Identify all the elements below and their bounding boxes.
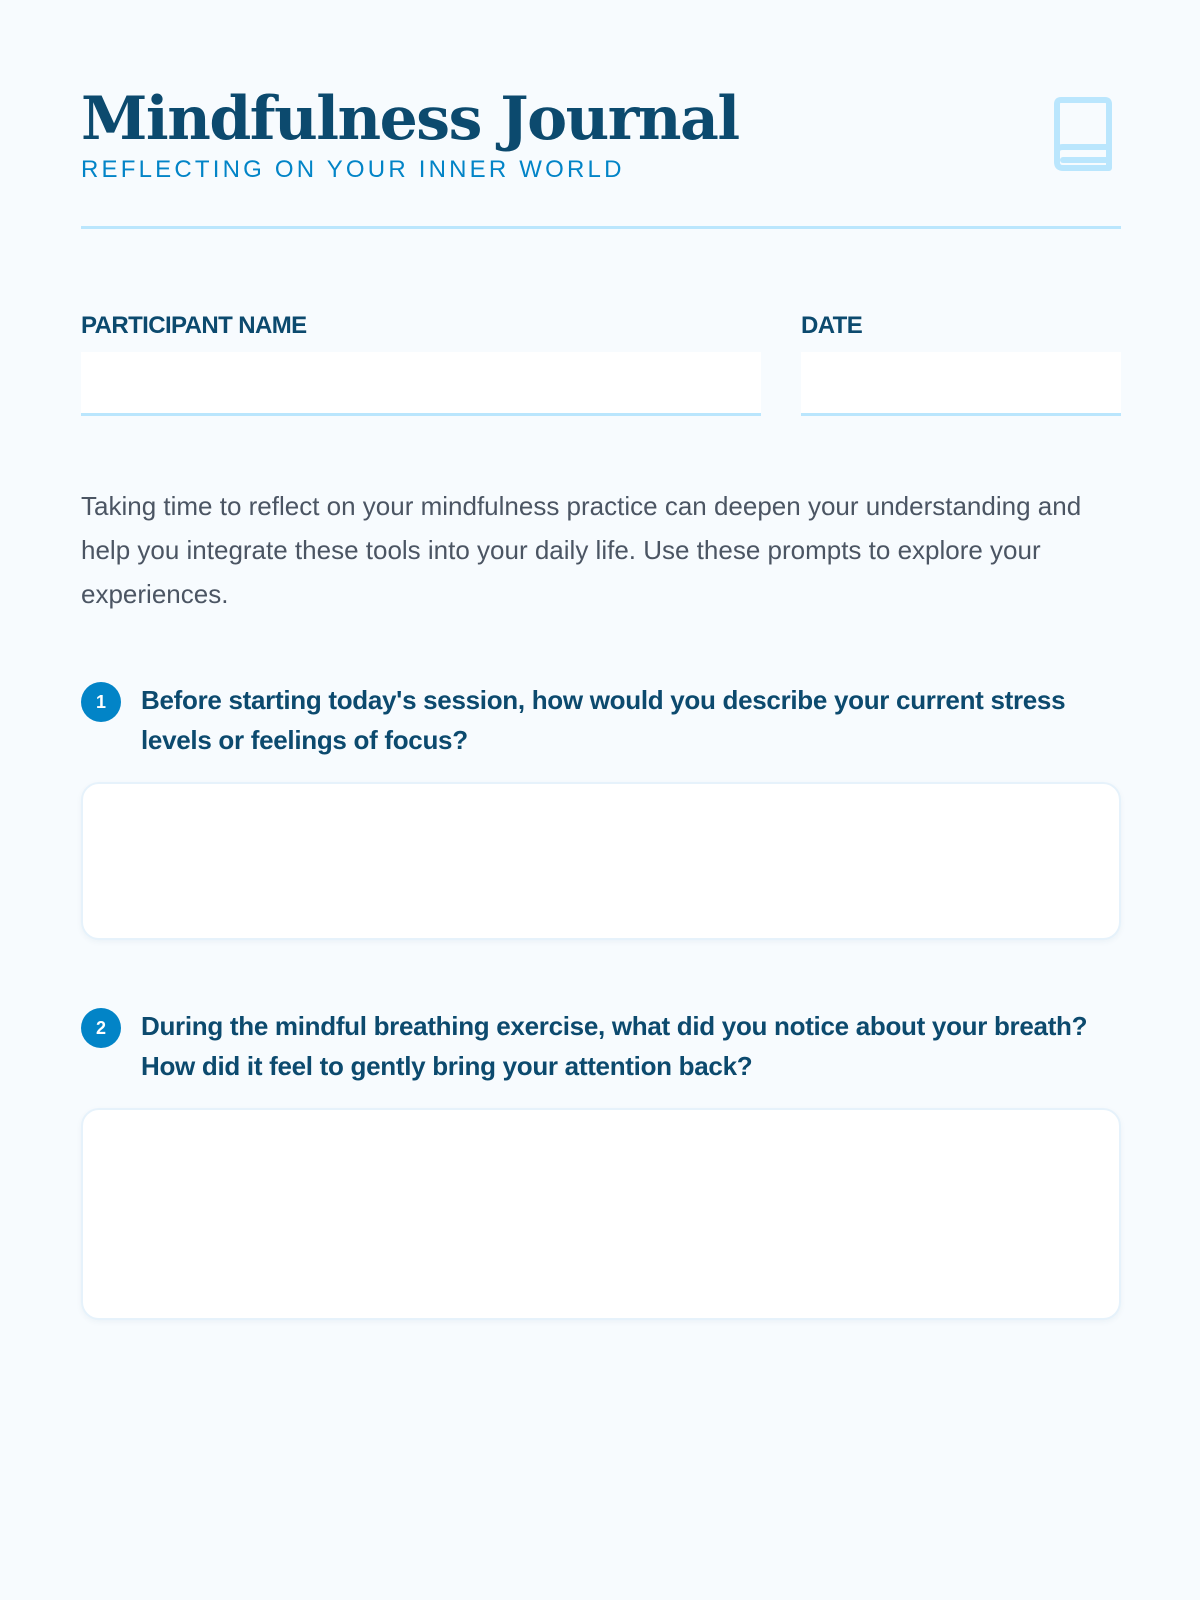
answer-box-2[interactable] (81, 1108, 1121, 1320)
date-input[interactable] (801, 352, 1121, 416)
date-label: DATE (801, 312, 863, 339)
page-subtitle: REFLECTING ON YOUR INNER WORLD (81, 156, 625, 183)
intro-text: Taking time to reflect on your mindfulness practice can deepen your understanding and help you integrate these tools into your daily life. Use these prompts to explore your experiences. (81, 491, 1082, 609)
question-text: Before starting today's session, how would you describe your current stress levels or feelings of focus? (141, 685, 1066, 755)
participant-name-input[interactable] (81, 352, 761, 416)
question-text: During the mindful breathing exercise, what did you notice about your breath? How did it feel to gently bring your attention back? (141, 1011, 1088, 1081)
participant-fields (81, 312, 1121, 422)
page-title: Mindfulness Journal (81, 84, 739, 154)
journal-header (81, 80, 1121, 230)
participant-name-field-group (81, 312, 761, 340)
question-number-badge: 2 (81, 1008, 121, 1048)
date-field-group (801, 312, 1121, 340)
question-number-badge: 1 (81, 682, 121, 722)
book-icon (1049, 96, 1113, 172)
participant-name-label: PARTICIPANT NAME (81, 312, 307, 339)
answer-box-1[interactable] (81, 782, 1121, 940)
journal-page (81, 0, 1121, 1600)
header-divider (81, 226, 1121, 229)
